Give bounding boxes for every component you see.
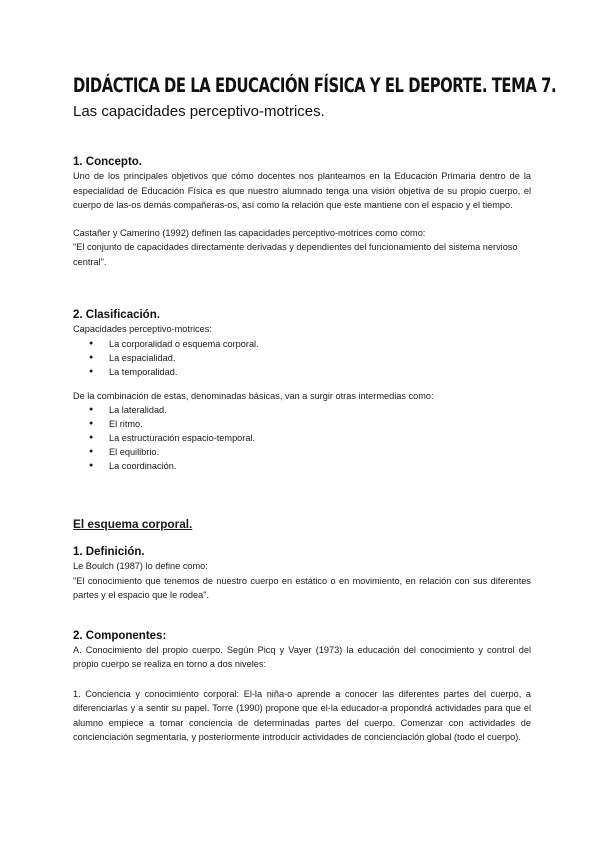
list-item: ● El equilibrio. [73,445,531,459]
list-item: ● La espacialidad. [73,351,531,365]
clasificacion-intro-2: De la combinación de estas, denominadas básicas, van a surgir otras intermedias como: [73,390,434,401]
definicion-heading: 1. Definición. [73,546,145,558]
clasificacion-intro: Capacidades perceptivo-motrices: [73,324,212,334]
concepto-paragraph-1: Uno de los principales objetivos que cómo docentes nos planteamos en la Educación Primaria dentro de la especialidad de Educación Física es que nuestro alumnado tenga una visión objetiva de su propio cuerpo, el cuerpo de las-os demás compañeras-os, así como la relación que este mantiene con el espacio y el tiempo. [73,171,531,210]
intermedias-list [73,403,531,473]
esquema-section-title: El esquema corporal. [73,517,193,531]
concepto-paragraph-2: Castañer y Camerino (1992) definen las capacidades perceptivo-motrices como como: [73,227,426,238]
definicion-quote: "El conocimiento que tenemos de nuestro cuerpo en estático o en movimiento, en relación con sus diferentes partes y el espacio que le rodea". [73,575,531,600]
list-item: ● La coordinación. [73,459,531,473]
componentes-a: A. Conocimiento del propio cuerpo. Según Picq y Vayer (1973) la educación del conocimiento y control del propio cuerpo se realiza en torno a dos niveles: [73,644,531,669]
clasificacion-heading: 2. Clasificación. [73,309,160,321]
list-item: ● La lateralidad. [73,403,531,417]
definicion-intro: Le Boulch (1987) lo define como: [73,561,208,571]
concepto-paragraph-3: "El conjunto de capacidades directamente derivadas y dependientes del funcionamiento del sistema nervioso central". [73,242,518,267]
document-title: DIDÁCTICA DE LA EDUCACIÓN FÍSICA Y EL DEPORTE. TEMA 7. [73,74,557,97]
componentes-heading: 2. Componentes: [73,629,167,642]
concepto-heading: 1. Concepto. [73,156,143,168]
componentes-1: 1. Conciencia y conocimiento corporal: El-la niña-o aprende a conocer las diferentes partes del cuerpo, a diferenciarlas y a sentir su papel. Torre (1990) propone que el-la educador-a propondrá actividades para que el alumno empiece a tomar conciencia de determinadas partes del cuerpo. Comenzar con actividades de concienciación segmentaria, y posteriormente introducir actividades de concienciación global (todo el cuerpo). [73,688,531,742]
list-item: ● El ritmo. [73,417,531,431]
basicas-list [73,337,531,379]
document-page [73,74,557,745]
list-item: ● La temporalidad. [73,365,531,379]
document-subtitle: Las capacidades perceptivo-motrices. [73,103,325,120]
list-item: ● La corporalidad o esquema corporal. [73,337,531,351]
list-item: ● La estructuración espacio-temporal. [73,431,531,445]
